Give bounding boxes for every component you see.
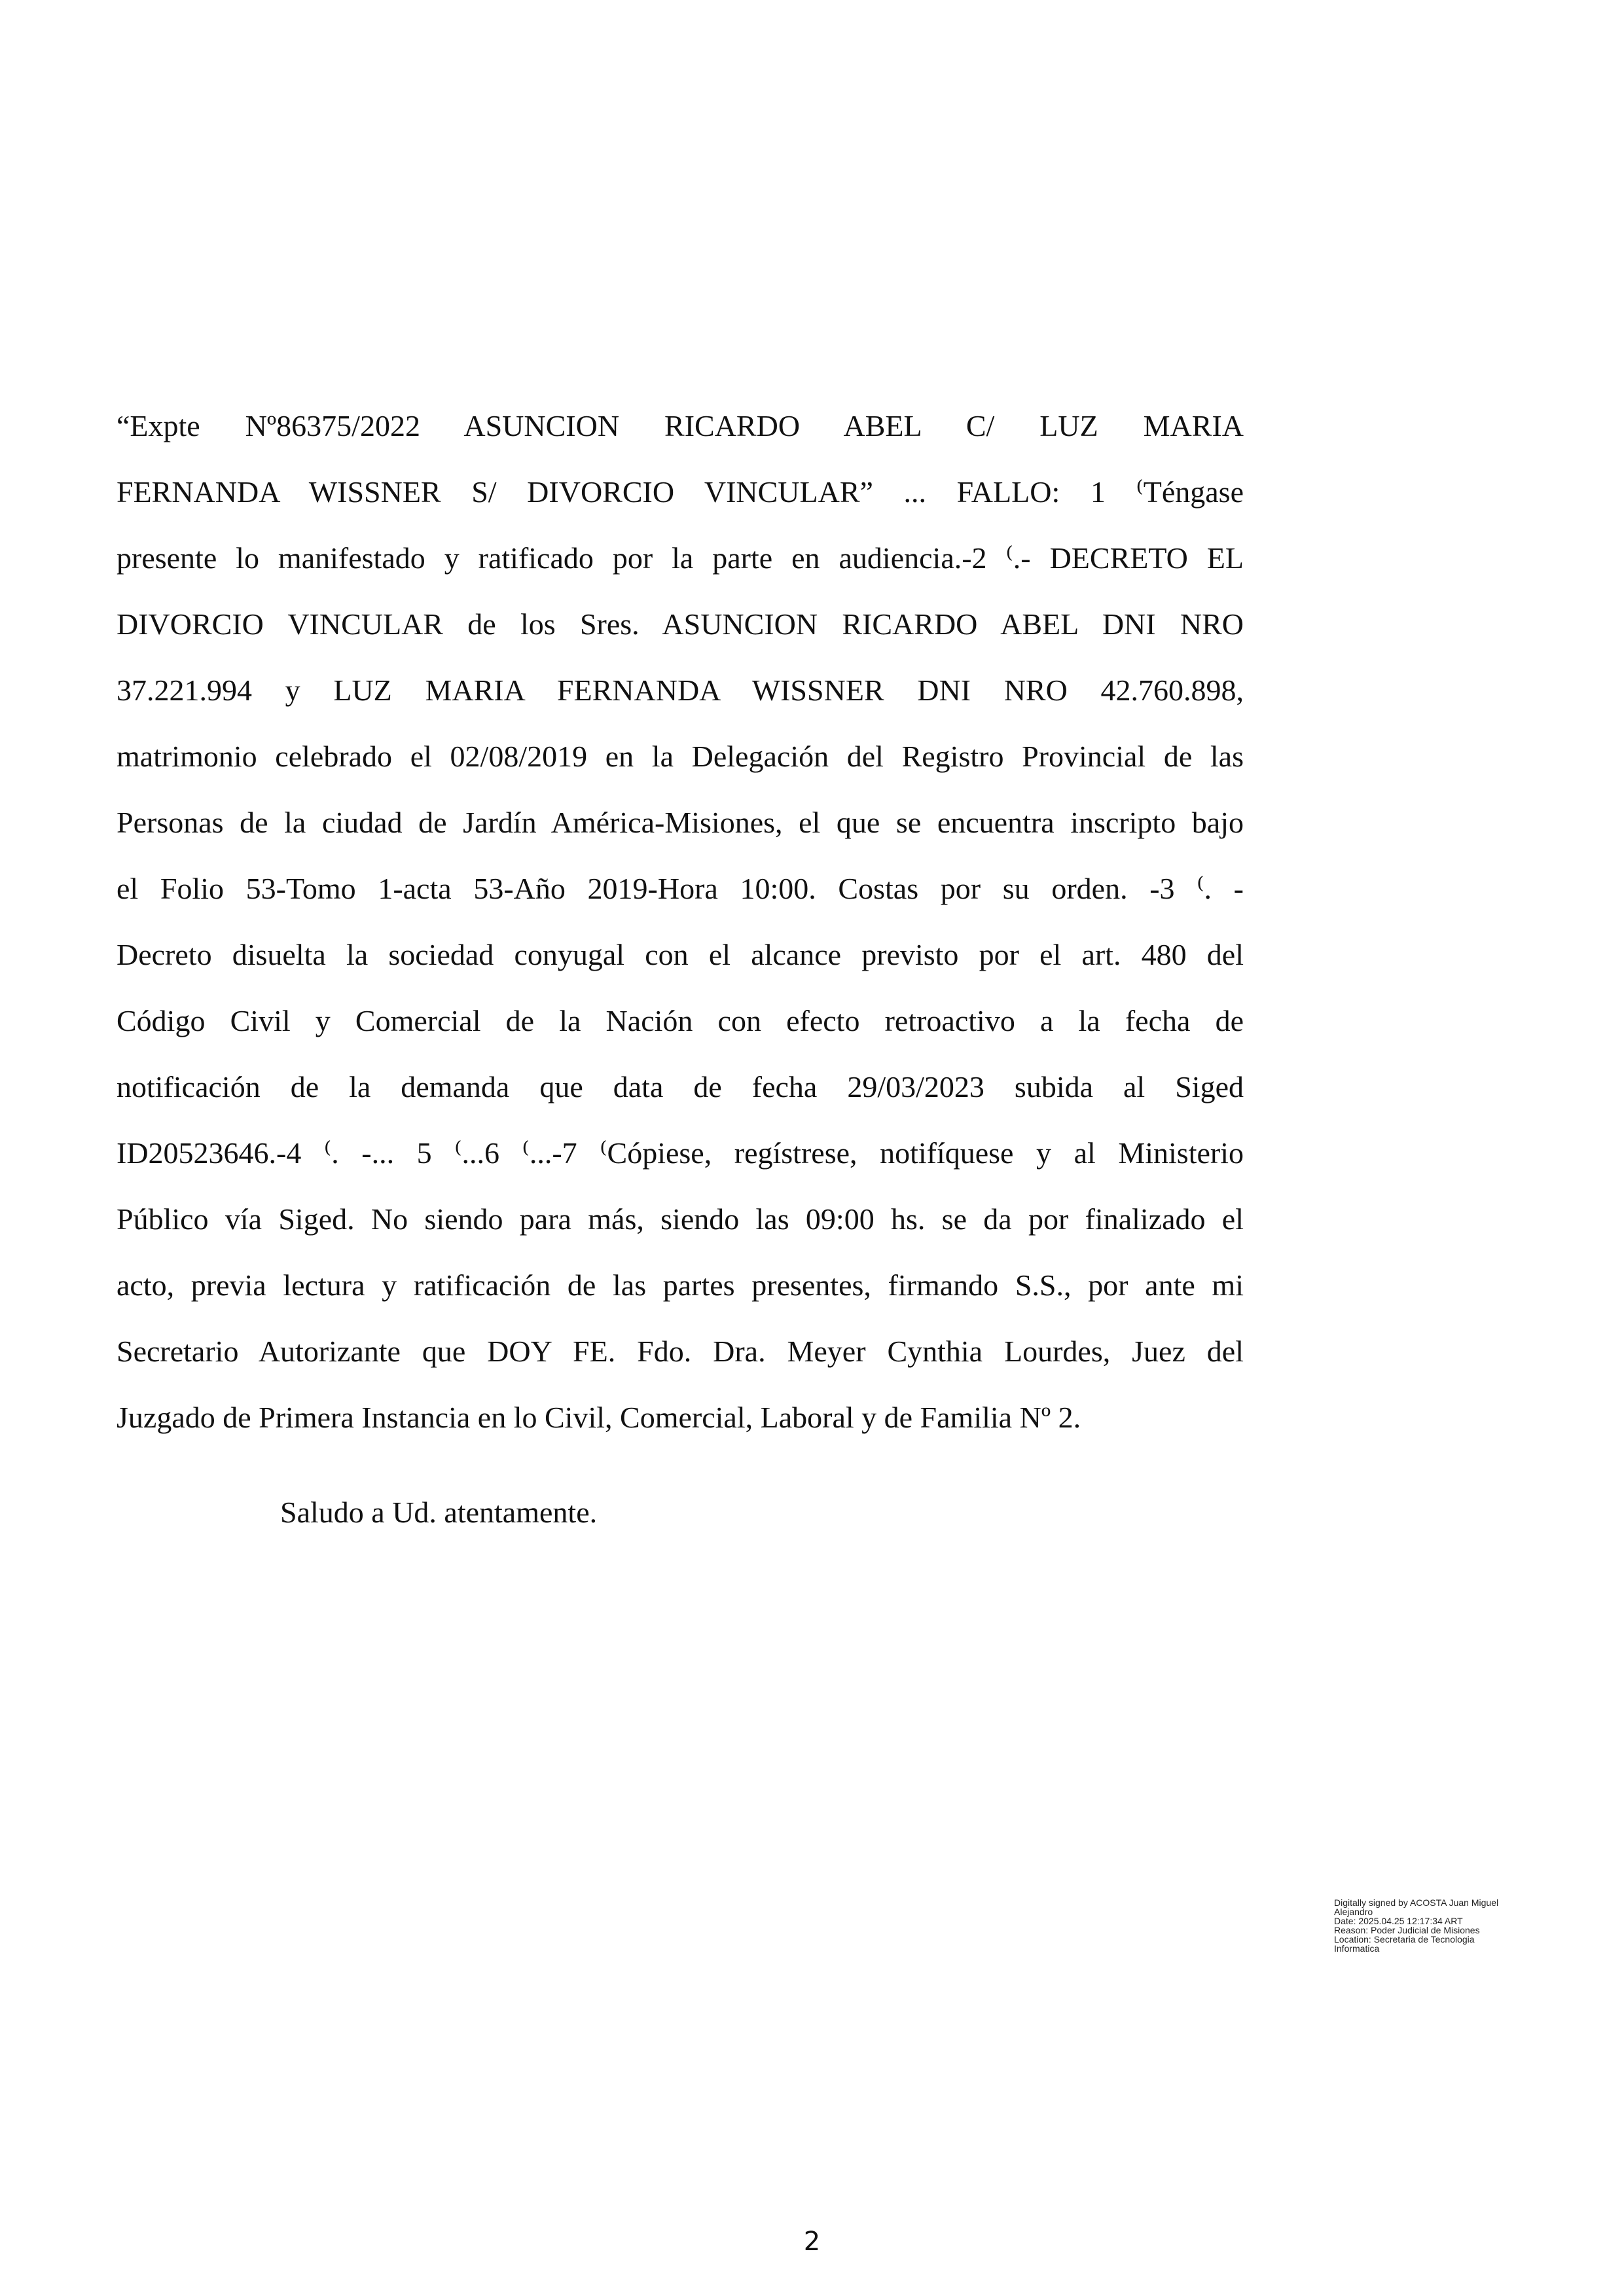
body-line: el Folio 53-Tomo 1-acta 53-Año 2019-Hora 10:00. Costas por su orden. -3 ⁽. - bbox=[117, 872, 1244, 905]
body-line: Juzgado de Primera Instancia en lo Civil, Comercial, Laboral y de Familia Nº 2. bbox=[117, 1401, 1081, 1434]
body-line: Secretario Autorizante que DOY FE. Fdo. Dra. Meyer Cynthia Lourdes, Juez del bbox=[117, 1335, 1244, 1368]
body-line: ID20523646.-4 ⁽. -... 5 ⁽...6 ⁽...-7 ⁽Cópiese, regístrese, notifíquese y al Ministerio bbox=[117, 1136, 1244, 1170]
signature-line: Alejandro bbox=[1334, 1907, 1373, 1917]
body-line: 37.221.994 y LUZ MARIA FERNANDA WISSNER DNI NRO 42.760.898, bbox=[117, 673, 1244, 707]
body-line: “Expte Nº86375/2022 ASUNCION RICARDO ABEL C/ LUZ MARIA bbox=[117, 409, 1244, 442]
signature-line: Date: 2025.04.25 12:17:34 ART bbox=[1334, 1916, 1463, 1926]
body-line: FERNANDA WISSNER S/ DIVORCIO VINCULAR” ... FALLO: 1 ⁽Téngase bbox=[117, 475, 1244, 509]
signature-line: Location: Secretaria de Tecnologia bbox=[1334, 1934, 1475, 1945]
body-text bbox=[117, 393, 1244, 1450]
body-line: Decreto disuelta la sociedad conyugal con el alcance previsto por el art. 480 del bbox=[117, 938, 1244, 971]
body-line: Personas de la ciudad de Jardín América-Misiones, el que se encuentra inscripto bajo bbox=[117, 806, 1244, 839]
body-line: acto, previa lectura y ratificación de las partes presentes, firmando S.S., por ante mi bbox=[117, 1268, 1244, 1302]
page-number: 2 bbox=[803, 2227, 821, 2257]
body-line: notificación de la demanda que data de fecha 29/03/2023 subida al Siged bbox=[117, 1070, 1244, 1103]
body-line: Código Civil y Comercial de la Nación con efecto retroactivo a la fecha de bbox=[117, 1004, 1244, 1037]
body-line: Público vía Siged. No siendo para más, siendo las 09:00 hs. se da por finalizado el bbox=[117, 1202, 1244, 1236]
body-line: DIVORCIO VINCULAR de los Sres. ASUNCION RICARDO ABEL DNI NRO bbox=[117, 607, 1244, 641]
signature-line: Informatica bbox=[1334, 1943, 1380, 1954]
body-line: matrimonio celebrado el 02/08/2019 en la Delegación del Registro Provincial de las bbox=[117, 740, 1244, 773]
body-line: presente lo manifestado y ratificado por la parte en audiencia.-2 ⁽.- DECRETO EL bbox=[117, 541, 1244, 575]
closing-salutation: Saludo a Ud. atentamente. bbox=[280, 1496, 598, 1529]
digital-signature-stamp bbox=[1334, 1898, 1543, 1953]
signature-line: Reason: Poder Judicial de Misiones bbox=[1334, 1925, 1480, 1935]
signature-line: Digitally signed by ACOSTA Juan Miguel bbox=[1334, 1897, 1499, 1908]
